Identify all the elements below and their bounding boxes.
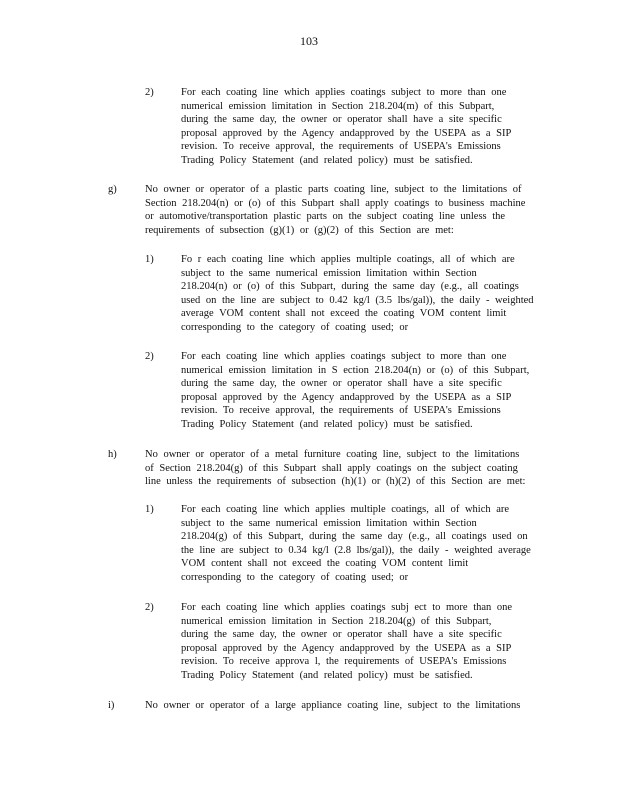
text-line: For each coating line which applies coatings subject to more than one	[181, 351, 507, 362]
paragraph-text	[181, 601, 541, 683]
text-line: numerical emission limitation in S ection 218.204(n) or (o) of this Subpart,	[181, 364, 530, 376]
paragraph-text	[145, 183, 530, 237]
text-line: corresponding to the category of coating used; or	[181, 321, 409, 333]
text-line: numerical emission limitation in Section 218.204(g) of this Subpart,	[181, 615, 492, 627]
paragraph-text	[181, 86, 541, 168]
text-line: revision. To receive approval, the requirements of USEPA's Emissions	[181, 141, 501, 153]
text-line: Fo r each coating line which applies multiple coatings, all of which are	[181, 254, 515, 265]
text-line: No owner or operator of a large appliance coating line, subject to the limitations	[145, 700, 521, 711]
text-line: subject to the same numerical emission limitation within Section	[181, 267, 477, 279]
item-marker: 2)	[145, 351, 154, 362]
text-line: proposal approved by the Agency andapproved by the USEPA as a SIP	[181, 127, 512, 139]
text-line: revision. To receive approva l, the requirements of USEPA's Emissions	[181, 656, 507, 668]
text-line: Section 218.204(n) or (o) of this Subpart shall apply coatings to business machine	[145, 197, 526, 209]
item-marker: g)	[108, 184, 117, 195]
item-marker: i)	[108, 700, 115, 711]
text-line: average VOM content shall not exceed the coating VOM content limit	[181, 308, 507, 320]
item-marker: 2)	[145, 87, 154, 98]
text-line: the line are subject to 0.34 kg/l (2.8 lbs/gal)), the daily - weighted average	[181, 544, 531, 556]
text-line: subject to the same numerical emission limitation within Section	[181, 517, 477, 529]
text-line: during the same day, the owner or operator shall have a site specific	[181, 378, 502, 390]
text-line: of Section 218.204(g) of this Subpart shall apply coatings on the subject coating	[145, 462, 518, 474]
paragraph-text	[181, 350, 541, 432]
paragraph-text	[145, 699, 530, 713]
item-marker: h)	[108, 449, 117, 460]
text-line: during the same day, the owner or operator shall have a site specific	[181, 629, 502, 641]
text-line: or automotive/transportation plastic parts on the subject coating line unless the	[145, 211, 506, 223]
text-line: requirements of subsection (g)(1) or (g)(2) of this Section are met:	[145, 224, 454, 236]
text-line: No owner or operator of a plastic parts coating line, subject to the limitations of	[145, 184, 522, 195]
text-line: Trading Policy Statement (and related policy) must be satisfied.	[181, 669, 473, 681]
paragraph-text	[181, 253, 541, 335]
item-marker: 2)	[145, 602, 154, 613]
text-line: used on the line are subject to 0.42 kg/l (3.5 lbs/gal)), the daily - weighted	[181, 294, 534, 306]
text-line: VOM content shall not exceed the coating VOM content limit	[181, 558, 469, 570]
paragraph-text	[181, 503, 541, 585]
page-number: 103	[300, 34, 318, 48]
text-line: line unless the requirements of subsection (h)(1) or (h)(2) of this Section are met:	[145, 476, 526, 488]
text-line: proposal approved by the Agency andapproved by the USEPA as a SIP	[181, 391, 512, 403]
text-line: Trading Policy Statement (and related policy) must be satisfied.	[181, 418, 473, 430]
text-line: corresponding to the category of coating used; or	[181, 571, 409, 583]
text-line: No owner or operator of a metal furniture coating line, subject to the limitations	[145, 449, 520, 460]
item-marker: 1)	[145, 504, 154, 515]
text-line: For each coating line which applies coatings subject to more than one	[181, 87, 507, 98]
item-marker: 1)	[145, 254, 154, 265]
text-line: 218.204(n) or (o) of this Subpart, during the same day (e.g., all coatings	[181, 281, 519, 293]
text-line: For each coating line which applies multiple coatings, all of which are	[181, 504, 510, 515]
text-line: revision. To receive approval, the requirements of USEPA's Emissions	[181, 405, 501, 417]
text-line: numerical emission limitation in Section 218.204(m) of this Subpart,	[181, 100, 495, 112]
paragraph-text	[145, 448, 530, 489]
text-line: For each coating line which applies coatings subj ect to more than one	[181, 602, 513, 613]
text-line: proposal approved by the Agency andapproved by the USEPA as a SIP	[181, 642, 512, 654]
text-line: Trading Policy Statement (and related policy) must be satisfied.	[181, 154, 473, 166]
text-line: 218.204(g) of this Subpart, during the same day (e.g., all coatings used on	[181, 531, 528, 543]
text-line: during the same day, the owner or operator shall have a site specific	[181, 114, 502, 126]
